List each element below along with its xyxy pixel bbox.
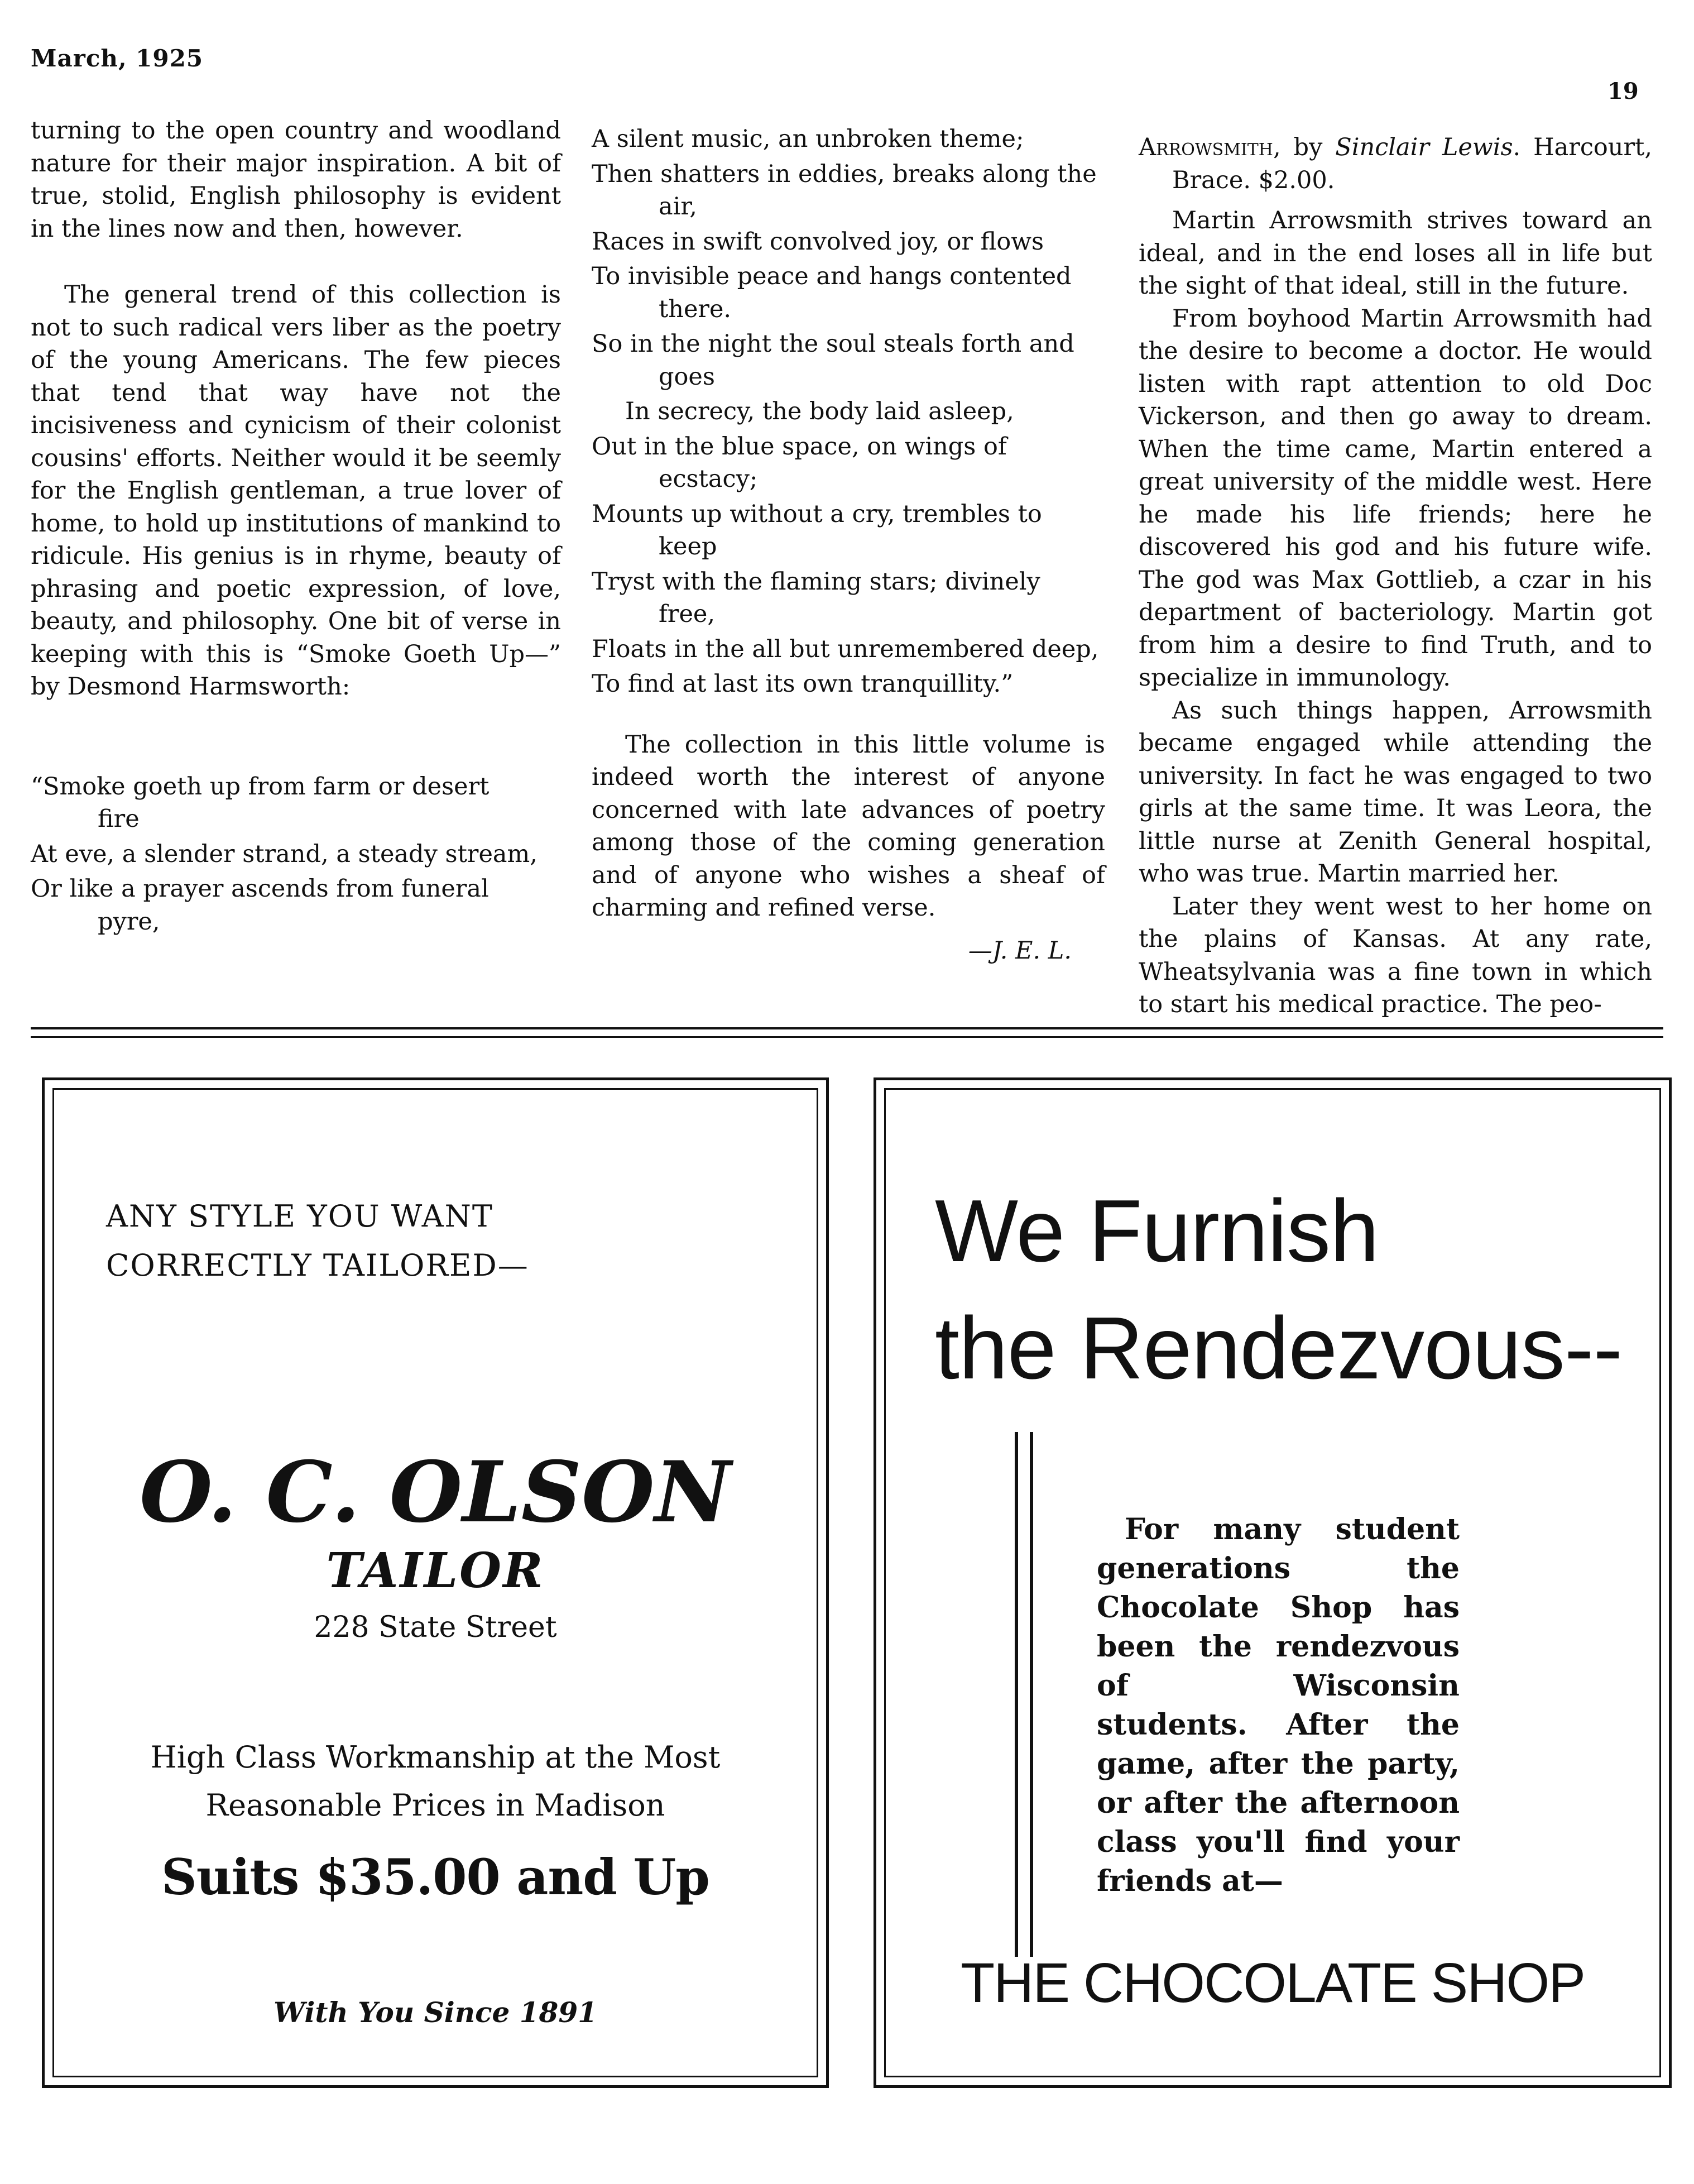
column-3 [1139, 131, 1652, 1021]
column-2 [592, 123, 1105, 967]
poem-line: Floats in the all but unremembered deep, [592, 635, 1099, 663]
column-1 [31, 114, 561, 940]
review-signature: —J. E. L. [968, 936, 1072, 965]
book-author: Sinclair Lewis [1335, 133, 1513, 161]
poem-line: To find at last its own tranquillity.” [592, 670, 1014, 698]
review-paragraph: turning to the open country and woodland nature for their major inspiration. A bit of true, stolid, English philosophy is evident in the lines now and then, however. [31, 117, 561, 243]
poem-continuation [592, 123, 1105, 701]
poem-line: Mounts up without a cry, trembles to keep [592, 500, 1042, 561]
ad-body: For many student generations the Chocolate Shop has been the rendezvous of Wisconsin students. After the game, after the party, or after the afternoon class you'll find your friends at— [1097, 1512, 1460, 1898]
review-closing: The collection in this little volume is indeed worth the interest of anyone concerned with late advances of poetry among those of the coming generation and of anyone who wishes a sheaf of charming and refined verse. [592, 730, 1105, 922]
book-publisher: . Harcourt, Brace. $2.00. [1172, 133, 1652, 194]
review-paragraph: Later they went west to her home on the plains of Kansas. At any rate, Wheatsylvania was a fine town in which to start his medical practice. The peo- [1139, 892, 1652, 1018]
tailor-address: 228 State Street [314, 1611, 557, 1644]
poem-line: Or like a prayer ascends from funeral pyre, [31, 875, 489, 936]
review-paragraph: The general trend of this collection is not to such radical vers liber as the poetry of the young Americans. The few pieces that tend that way have not the incisiveness and cynicism of their colonist cousins' efforts. Neither would it be seemly for the English gentleman, a true lover of home, to hold up institutions of mankind to ridicule. His genius is in rhyme, beauty of phrasing and poetic expression, of love, beauty, and philosophy. One bit of verse in keeping with this is “Smoke Goeth Up—” by Desmond Harmsworth: [31, 281, 561, 701]
ad-headline: We Furnish the Rendezvous-- [935, 1182, 1623, 1397]
olson-tailor-ad [42, 1077, 829, 2088]
ad-vertical-rule [1030, 1432, 1033, 1957]
poem-line: At eve, a slender strand, a steady stream, [31, 840, 538, 868]
tailor-since: With You Since 1891 [273, 1996, 597, 2029]
review-paragraph: Martin Arrowsmith strives toward an ideal, and in the end loses all in life but the sight of that ideal, still in the future. [1139, 207, 1652, 300]
suit-price: Suits $35.00 and Up [161, 1848, 709, 1906]
review-paragraph: As such things happen, Arrowsmith became engaged while attending the university. In fact he was engaged to two girls at the same time. It was Leora, the little nurse at Zenith General hospital, who was true. Martin married her. [1139, 696, 1652, 888]
review-paragraph: From boyhood Martin Arrowsmith had the desire to become a doctor. He would listen with rapt attention to old Doc Vickerson, and then go away to dream. When the time came, Martin entered a great university of the middle west. Here he made his life friends; here he discovered his god and his future wife. The god was Max Gottlieb, a czar in his department of bacteriology. Martin got from him a desire to find Truth, and to specialize in immunology. [1139, 304, 1652, 692]
poem-line: Races in swift convolved joy, or flows [592, 227, 1044, 256]
poem-excerpt [31, 770, 561, 938]
ad-vertical-rule [1015, 1432, 1018, 1957]
poem-line: In secrecy, the body laid asleep, [625, 397, 1014, 425]
poem-line: Out in the blue space, on wings of ecstacy; [592, 432, 1007, 493]
poem-line: So in the night the soul steals forth and goes [592, 330, 1074, 391]
issue-date: March, 1925 [31, 45, 204, 72]
poem-line: Then shatters in eddies, breaks along the air, [592, 160, 1097, 221]
poem-line: “Smoke goeth up from farm or desert fire [31, 772, 490, 833]
section-rule [31, 1027, 1663, 1029]
chocolate-shop-ad [874, 1077, 1672, 2088]
tailor-tagline: High Class Workmanship at the Most Reasonable Prices in Madison [150, 1740, 721, 1823]
book-title: Arrowsmith [1139, 133, 1273, 161]
poem-line: To invisible peace and hangs contented there. [592, 262, 1072, 323]
book-heading: Arrowsmith, by Sinclair Lewis. Harcourt, Brace. $2.00. [1139, 133, 1652, 194]
tailor-trade: TAILOR [326, 1543, 545, 1599]
tailor-name: O. C. OLSON [140, 1443, 731, 1541]
section-rule [31, 1036, 1663, 1038]
poem-line: A silent music, an unbroken theme; [592, 125, 1024, 153]
poem-line: Tryst with the flaming stars; divinely free, [592, 567, 1040, 628]
page-number: 19 [1607, 78, 1639, 104]
shop-name: THE CHOCOLATE SHOP [961, 1952, 1585, 2014]
ad-intro: ANY STYLE YOU WANT CORRECTLY TAILORED— [106, 1199, 529, 1283]
